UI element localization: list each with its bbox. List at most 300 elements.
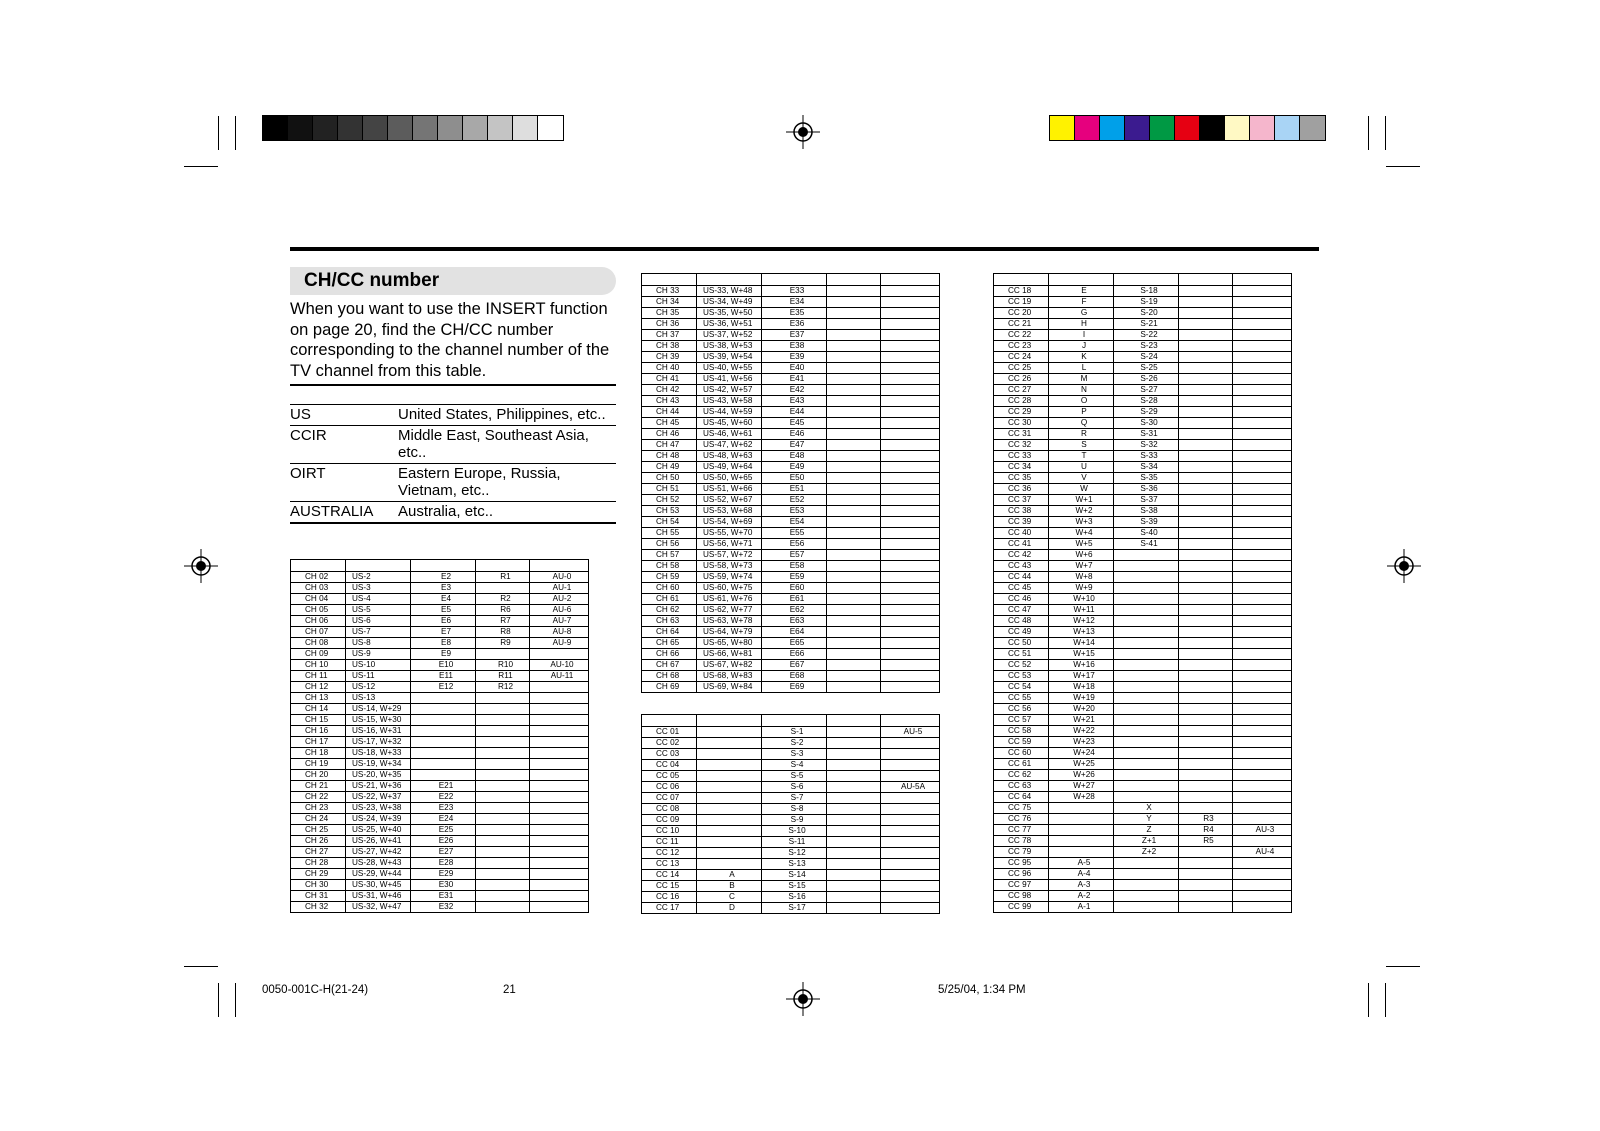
table-header-row <box>642 274 940 286</box>
table-row <box>642 528 940 539</box>
table-cell <box>1114 748 1179 759</box>
table-cell: US-34, W+49 <box>697 297 762 308</box>
table-cell: CC 48 <box>994 616 1049 627</box>
table-cell: CC 05 <box>642 771 697 782</box>
table-cell: L <box>1049 363 1114 374</box>
table-cell: US-6 <box>346 616 411 627</box>
table-row <box>994 858 1292 869</box>
table-cell: CC 37 <box>994 495 1049 506</box>
table-cell: V <box>1049 473 1114 484</box>
table-row <box>994 396 1292 407</box>
table-cell <box>1233 638 1292 649</box>
crop-mark <box>1385 983 1386 1017</box>
table-cell <box>827 484 881 495</box>
table-cell: E32 <box>411 902 476 913</box>
table-row <box>642 771 940 782</box>
table-cell: E55 <box>762 528 827 539</box>
table-cell: W <box>1049 484 1114 495</box>
table-row <box>994 462 1292 473</box>
table-cell <box>827 473 881 484</box>
table-cell: CC 44 <box>994 572 1049 583</box>
table-cell <box>1233 363 1292 374</box>
table-cell <box>476 748 530 759</box>
table-cell: US-3 <box>346 583 411 594</box>
table-cell: CH 22 <box>291 792 346 803</box>
table-cell: CH 67 <box>642 660 697 671</box>
table-cell <box>1233 759 1292 770</box>
table-cell: US-42, W+57 <box>697 385 762 396</box>
table-cell: US-47, W+62 <box>697 440 762 451</box>
table-cell: US-56, W+71 <box>697 539 762 550</box>
table-cell: US-4 <box>346 594 411 605</box>
table-row <box>994 550 1292 561</box>
table-row <box>994 407 1292 418</box>
table-cell: M <box>1049 374 1114 385</box>
table-row <box>291 869 589 880</box>
table-cell <box>1179 748 1233 759</box>
table-cell: E6 <box>411 616 476 627</box>
table-cell: CC 11 <box>642 837 697 848</box>
table-cell <box>1179 594 1233 605</box>
table-cell: E37 <box>762 330 827 341</box>
table-cell: B <box>697 881 762 892</box>
table-cell: CC 60 <box>994 748 1049 759</box>
table-cell: R4 <box>1179 825 1233 836</box>
table-cell: CH 15 <box>291 715 346 726</box>
table-cell: E58 <box>762 561 827 572</box>
table-cell: S-21 <box>1114 319 1179 330</box>
table-cell: CC 63 <box>994 781 1049 792</box>
table-cell: W+20 <box>1049 704 1114 715</box>
table-cell: US-33, W+48 <box>697 286 762 297</box>
table-cell <box>1049 814 1114 825</box>
table-cell <box>1179 451 1233 462</box>
table-cell: E8 <box>411 638 476 649</box>
table-cell <box>1179 286 1233 297</box>
table-row <box>642 671 940 682</box>
table-cell <box>827 738 881 749</box>
color-swatch <box>438 116 463 140</box>
table-row <box>291 836 589 847</box>
table-cell: E22 <box>411 792 476 803</box>
registration-mark-icon <box>1387 549 1421 583</box>
table-cell: CH 54 <box>642 517 697 528</box>
header-cell <box>827 274 881 286</box>
table-cell: US-63, W+78 <box>697 616 762 627</box>
table-cell <box>530 880 589 891</box>
table-cell: CH 29 <box>291 869 346 880</box>
table-cell <box>411 715 476 726</box>
table-cell <box>1233 836 1292 847</box>
table-cell <box>530 847 589 858</box>
table-cell: US-37, W+52 <box>697 330 762 341</box>
table-cell <box>827 517 881 528</box>
table-cell: E53 <box>762 506 827 517</box>
table-cell <box>1233 374 1292 385</box>
color-swatch <box>413 116 438 140</box>
table-cell: CH 07 <box>291 627 346 638</box>
table-cell <box>1233 572 1292 583</box>
color-swatch <box>1275 116 1300 140</box>
table-cell: R5 <box>1179 836 1233 847</box>
color-swatch <box>488 116 513 140</box>
table-cell: US-10 <box>346 660 411 671</box>
color-swatch <box>1200 116 1225 140</box>
table-cell <box>827 804 881 815</box>
table-cell <box>827 550 881 561</box>
table-cell: S-19 <box>1114 297 1179 308</box>
table-cell <box>881 749 940 760</box>
table-cell <box>1233 429 1292 440</box>
table-cell: CH 17 <box>291 737 346 748</box>
table-cell <box>1233 693 1292 704</box>
table-cell: E23 <box>411 803 476 814</box>
table-cell: CC 07 <box>642 793 697 804</box>
table-cell <box>1179 891 1233 902</box>
table-cell: W+28 <box>1049 792 1114 803</box>
table-cell: S-39 <box>1114 517 1179 528</box>
table-row <box>642 826 940 837</box>
table-cell <box>827 506 881 517</box>
table-cell: CC 23 <box>994 341 1049 352</box>
table-row <box>642 660 940 671</box>
table-cell: S-35 <box>1114 473 1179 484</box>
table-row <box>291 693 589 704</box>
crop-mark <box>1386 166 1420 167</box>
table-cell: CH 09 <box>291 649 346 660</box>
table-cell: W+24 <box>1049 748 1114 759</box>
table-cell <box>827 583 881 594</box>
color-swatch <box>313 116 338 140</box>
color-swatch <box>388 116 413 140</box>
table-row <box>994 539 1292 550</box>
table-cell: CH 23 <box>291 803 346 814</box>
table-cell <box>476 825 530 836</box>
legend-row <box>290 404 616 425</box>
table-cell <box>1114 902 1179 913</box>
legend-row <box>290 463 616 501</box>
table-cell <box>1179 803 1233 814</box>
table-cell: S-13 <box>762 859 827 870</box>
table-cell <box>881 572 940 583</box>
table-cell <box>697 826 762 837</box>
table-row <box>642 352 940 363</box>
table-row <box>642 297 940 308</box>
table-cell <box>827 539 881 550</box>
table-row <box>291 803 589 814</box>
table-cell: CC 52 <box>994 660 1049 671</box>
table-row <box>994 561 1292 572</box>
table-cell: CH 44 <box>642 407 697 418</box>
color-swatch <box>1100 116 1125 140</box>
table-cell: CC 26 <box>994 374 1049 385</box>
table-cell <box>827 495 881 506</box>
table-cell <box>1114 671 1179 682</box>
table-cell <box>1179 561 1233 572</box>
table-row <box>291 638 589 649</box>
table-cell: S-1 <box>762 727 827 738</box>
table-cell <box>530 902 589 913</box>
channel-table-cc01-cc17 <box>641 714 940 914</box>
table-header-row <box>642 715 940 727</box>
table-cell: E52 <box>762 495 827 506</box>
table-cell <box>827 848 881 859</box>
table-cell: CC 16 <box>642 892 697 903</box>
table-cell: S <box>1049 440 1114 451</box>
table-row <box>994 649 1292 660</box>
header-cell <box>1049 274 1114 286</box>
table-row <box>994 737 1292 748</box>
table-row <box>642 517 940 528</box>
table-cell: S-29 <box>1114 407 1179 418</box>
table-cell: AU-2 <box>530 594 589 605</box>
table-row <box>642 638 940 649</box>
table-cell: CC 30 <box>994 418 1049 429</box>
table-cell <box>827 407 881 418</box>
table-cell <box>881 506 940 517</box>
table-cell: AU-0 <box>530 572 589 583</box>
table-cell <box>476 814 530 825</box>
table-cell: E41 <box>762 374 827 385</box>
legend-code: CCIR <box>290 427 327 444</box>
table-row <box>642 462 940 473</box>
table-cell <box>476 583 530 594</box>
table-cell <box>697 804 762 815</box>
table-cell: CH 14 <box>291 704 346 715</box>
intro-divider <box>290 384 616 386</box>
table-row <box>291 726 589 737</box>
table-row <box>994 473 1292 484</box>
table-cell: E31 <box>411 891 476 902</box>
table-cell: CH 43 <box>642 396 697 407</box>
table-cell: E54 <box>762 517 827 528</box>
table-row <box>291 902 589 913</box>
table-cell <box>476 726 530 737</box>
table-cell: CH 45 <box>642 418 697 429</box>
table-cell <box>1179 330 1233 341</box>
table-cell: CH 63 <box>642 616 697 627</box>
table-cell <box>1114 649 1179 660</box>
table-cell <box>827 462 881 473</box>
table-cell: CC 56 <box>994 704 1049 715</box>
table-cell <box>881 462 940 473</box>
table-cell: CH 55 <box>642 528 697 539</box>
table-cell <box>827 440 881 451</box>
table-cell <box>1233 517 1292 528</box>
header-cell <box>697 715 762 727</box>
header-cell <box>697 274 762 286</box>
table-cell: E59 <box>762 572 827 583</box>
table-cell <box>1179 484 1233 495</box>
table-cell <box>881 848 940 859</box>
table-cell: AU-5 <box>881 727 940 738</box>
table-cell: S-23 <box>1114 341 1179 352</box>
table-cell <box>1114 737 1179 748</box>
table-row <box>642 407 940 418</box>
table-cell: CC 51 <box>994 649 1049 660</box>
table-cell: US-43, W+58 <box>697 396 762 407</box>
table-cell: S-34 <box>1114 462 1179 473</box>
table-cell <box>1179 737 1233 748</box>
table-cell: US-66, W+81 <box>697 649 762 660</box>
table-cell <box>1179 462 1233 473</box>
table-cell <box>1233 792 1292 803</box>
table-cell <box>1114 792 1179 803</box>
table-cell: W+26 <box>1049 770 1114 781</box>
table-cell <box>1179 517 1233 528</box>
table-cell: H <box>1049 319 1114 330</box>
table-cell: E2 <box>411 572 476 583</box>
table-cell <box>827 605 881 616</box>
table-cell: US-21, W+36 <box>346 781 411 792</box>
table-cell: US-26, W+41 <box>346 836 411 847</box>
table-row <box>642 848 940 859</box>
table-cell <box>476 847 530 858</box>
table-cell <box>1179 385 1233 396</box>
table-cell <box>827 903 881 914</box>
table-cell: R9 <box>476 638 530 649</box>
table-row <box>994 341 1292 352</box>
table-row <box>291 682 589 693</box>
table-cell <box>1179 583 1233 594</box>
table-cell <box>697 727 762 738</box>
table-cell <box>476 836 530 847</box>
table-cell: US-51, W+66 <box>697 484 762 495</box>
table-cell <box>697 738 762 749</box>
table-cell <box>881 286 940 297</box>
table-cell: US-68, W+83 <box>697 671 762 682</box>
table-cell: CC 78 <box>994 836 1049 847</box>
table-row <box>994 715 1292 726</box>
table-cell <box>697 760 762 771</box>
table-cell <box>1179 550 1233 561</box>
table-cell <box>827 815 881 826</box>
table-cell <box>1179 352 1233 363</box>
table-cell <box>1179 649 1233 660</box>
table-cell: AU-10 <box>530 660 589 671</box>
header-cell <box>411 560 476 572</box>
table-row <box>642 451 940 462</box>
table-row <box>291 770 589 781</box>
table-cell: E12 <box>411 682 476 693</box>
table-cell: S-36 <box>1114 484 1179 495</box>
table-cell: E9 <box>411 649 476 660</box>
table-cell: AU-7 <box>530 616 589 627</box>
table-cell <box>1179 704 1233 715</box>
table-cell: D <box>697 903 762 914</box>
table-row <box>994 528 1292 539</box>
table-cell: CC 75 <box>994 803 1049 814</box>
table-cell <box>1179 418 1233 429</box>
table-cell: CC 28 <box>994 396 1049 407</box>
table-cell <box>1233 891 1292 902</box>
table-cell: CH 41 <box>642 374 697 385</box>
table-cell: S-4 <box>762 760 827 771</box>
table-cell: W+16 <box>1049 660 1114 671</box>
table-cell <box>476 902 530 913</box>
table-cell: S-25 <box>1114 363 1179 374</box>
table-cell: W+27 <box>1049 781 1114 792</box>
table-row <box>291 737 589 748</box>
table-cell: CH 24 <box>291 814 346 825</box>
table-row <box>994 374 1292 385</box>
table-cell: S-37 <box>1114 495 1179 506</box>
table-cell <box>1179 319 1233 330</box>
table-cell: CH 19 <box>291 759 346 770</box>
table-cell: US-23, W+38 <box>346 803 411 814</box>
table-cell: E4 <box>411 594 476 605</box>
table-row <box>291 781 589 792</box>
table-cell <box>1114 583 1179 594</box>
header-cell <box>476 560 530 572</box>
table-cell <box>881 385 940 396</box>
table-cell: S-12 <box>762 848 827 859</box>
table-cell: R8 <box>476 627 530 638</box>
table-cell: E26 <box>411 836 476 847</box>
crop-mark <box>1368 116 1369 150</box>
header-cell <box>1233 274 1292 286</box>
table-cell <box>881 308 940 319</box>
table-row <box>994 638 1292 649</box>
table-cell: I <box>1049 330 1114 341</box>
table-cell <box>1233 407 1292 418</box>
table-cell: CC 55 <box>994 693 1049 704</box>
table-cell: S-26 <box>1114 374 1179 385</box>
table-cell <box>881 815 940 826</box>
table-cell: W+3 <box>1049 517 1114 528</box>
table-cell <box>476 803 530 814</box>
table-cell <box>530 770 589 781</box>
table-cell <box>1114 638 1179 649</box>
table-cell: W+13 <box>1049 627 1114 638</box>
table-cell: CC 06 <box>642 782 697 793</box>
table-cell: CC 08 <box>642 804 697 815</box>
table-cell <box>1233 594 1292 605</box>
table-cell: US-69, W+84 <box>697 682 762 693</box>
table-cell: US-25, W+40 <box>346 825 411 836</box>
table-cell <box>881 341 940 352</box>
table-cell: CH 61 <box>642 594 697 605</box>
table-row <box>642 484 940 495</box>
table-cell <box>1233 803 1292 814</box>
table-cell <box>1179 726 1233 737</box>
table-cell: E57 <box>762 550 827 561</box>
table-cell: E30 <box>411 880 476 891</box>
table-cell <box>827 594 881 605</box>
table-cell: E67 <box>762 660 827 671</box>
top-rule <box>290 247 1319 251</box>
table-row <box>994 572 1292 583</box>
table-cell: E62 <box>762 605 827 616</box>
table-cell <box>827 727 881 738</box>
table-cell <box>1049 847 1114 858</box>
table-cell <box>881 837 940 848</box>
table-cell <box>881 616 940 627</box>
table-cell: E69 <box>762 682 827 693</box>
table-cell: S-20 <box>1114 308 1179 319</box>
table-cell <box>1179 759 1233 770</box>
table-header-row <box>291 560 589 572</box>
crop-mark <box>184 966 218 967</box>
table-cell: CH 25 <box>291 825 346 836</box>
table-cell: US-52, W+67 <box>697 495 762 506</box>
table-cell: S-17 <box>762 903 827 914</box>
color-swatch <box>288 116 313 140</box>
table-cell <box>827 385 881 396</box>
table-cell: W+22 <box>1049 726 1114 737</box>
table-row <box>642 539 940 550</box>
table-cell <box>1114 704 1179 715</box>
